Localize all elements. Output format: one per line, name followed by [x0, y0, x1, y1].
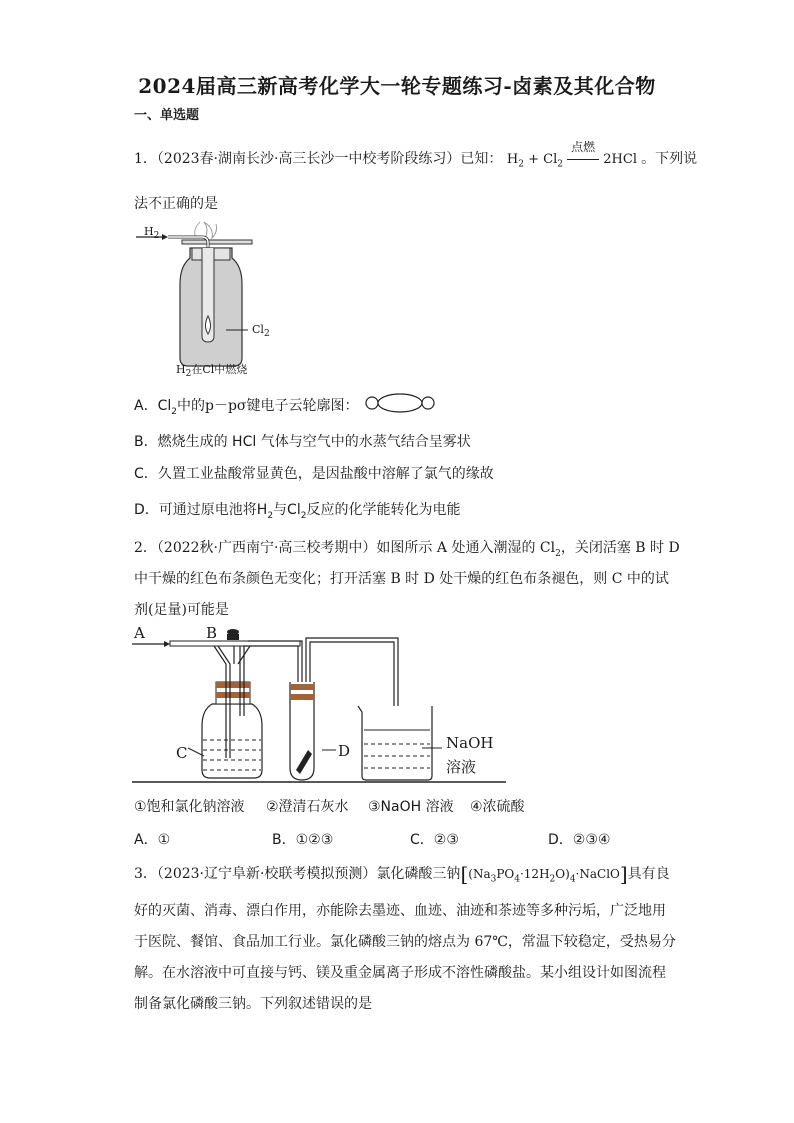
- q1-option-a-suffix: 键电子云轮廓图：: [246, 398, 359, 414]
- q2-reagent-4: ④浓硫酸: [470, 799, 525, 815]
- q1-stem-line1: [134, 140, 698, 170]
- q1-label-cl2-text: Cl: [252, 323, 264, 336]
- q1-figure-h2-burning-in-cl2: [134, 218, 264, 380]
- q3-formula: $[(Na_3PO_4\cdot 12H_2O)_4\cdot NaClO]$: [460, 862, 628, 886]
- q2-reagent-2: ②澄清石灰水: [266, 799, 349, 815]
- q2-line1-suffix: ，关闭活塞 B 时 D: [560, 540, 680, 556]
- q2-reagent-1: ①饱和氯化钠溶液: [134, 799, 245, 815]
- q2-label-c: C: [176, 744, 188, 762]
- q1-eq-condition: 点燃: [571, 140, 596, 154]
- q1-figure-label-cl2: $Cl_2$: [252, 323, 270, 340]
- q3-formula-na: Na: [472, 867, 491, 881]
- q1-eq-arrow: [567, 140, 599, 167]
- q1-option-d-mid: 与: [273, 502, 288, 518]
- q1-option-c: C．久置工业盐酸常显黄色，是因盐酸中溶解了氯气的缘故: [134, 466, 494, 482]
- q1-option-a: A．$Cl_2$中的p－pσ键电子云轮廓图：: [134, 398, 359, 417]
- q2-option-d: D．②③④: [548, 832, 611, 848]
- q1-equation: $H_2 + Cl_2$ 点燃 2HCl: [506, 140, 637, 170]
- q2-label-solution: 溶液: [446, 758, 477, 776]
- q1-electron-cloud-diagram: [364, 392, 436, 414]
- q3-formula-o: O): [555, 867, 570, 881]
- q2-line1-prefix: 2．（2022秋·广西南宁·高三校考期中）如图所示 A 处通入潮湿的 Cl: [134, 540, 556, 556]
- q3-stem-line3: 于医院、餐馆、食品加工行业。氯化磷酸三钠的熔点为 67℃，常温下较稳定，受热易分: [134, 934, 676, 950]
- q2-stem-line2: 中干燥的红色布条颜色无变化；打开活塞 B 时 D 处干燥的红色布条褪色，则 C 中的试: [134, 571, 669, 587]
- q1-option-b: B．燃烧生成的 HCl 气体与空气中的水蒸气结合呈雾状: [134, 434, 471, 450]
- q1-stem-prefix: 1．（2023春·湖南长沙·高三长沙一中校考阶段练习）已知：: [134, 151, 503, 167]
- q3-stem-line1: [134, 862, 670, 886]
- q1-figure-label-h2: $H_2$: [144, 225, 160, 242]
- q1-option-a-bond: p－pσ: [204, 398, 247, 414]
- q3-stem-line4: 解。在水溶液中可直接与钙、镁及重金属离子形成不溶性磷酸盐。某小组设计如图流程: [134, 965, 666, 981]
- q2-label-a: A: [134, 624, 145, 642]
- q1-option-a-mid: 中的: [176, 398, 205, 414]
- section-heading: 一、单选题: [134, 108, 200, 123]
- page-title: 2024届高三新高考化学大一轮专题练习-卤素及其化合物: [138, 74, 656, 98]
- q1-option-d-prefix: D．可通过原电池将: [134, 502, 257, 518]
- q1-caption-text: 在Cl中燃烧: [191, 363, 248, 376]
- q2-reagent-3: ③NaOH 溶液: [368, 799, 454, 815]
- q1-label-h2-text: H: [144, 225, 154, 238]
- q3-stem-line5: 制备氯化磷酸三钠。下列叙述错误的是: [134, 996, 372, 1012]
- q1-eq-cl: Cl: [543, 152, 558, 167]
- q2-stem-line3: 剂(足量)可能是: [134, 602, 229, 618]
- q2-option-b: B．①②③: [272, 832, 334, 848]
- q1-eq-h: H: [506, 152, 519, 167]
- q1-stem-suffix: 。下列说: [641, 151, 698, 167]
- q1-stem-line2: 法不正确的是: [134, 196, 218, 212]
- q3-stem-line2: 好的灭菌、消毒、漂白作用，亦能除去墨迹、血迹、油迹和茶迹等多种污垢，广泛地用: [134, 903, 666, 919]
- q1-option-a-prefix: A．: [134, 398, 158, 414]
- q3-line1-suffix: 具有良: [627, 866, 670, 882]
- q1-option-d: D．可通过原电池将$H_2$与$Cl_2$反应的化学能转化为电能: [134, 502, 461, 521]
- q3-formula-h2o: ·12H: [519, 867, 550, 881]
- q2-label-d: D: [338, 742, 351, 760]
- q1-option-d-suffix: 反应的化学能转化为电能: [306, 502, 461, 518]
- q2-stem-line1: 2．（2022秋·广西南宁·高三校考期中）如图所示 A 处通入潮湿的 $Cl_2$，关闭活塞 B 时 D: [134, 540, 680, 559]
- q3-formula-naclo: ·NaClO: [575, 867, 620, 881]
- q1-figure-caption: $H_2$在Cl中燃烧: [176, 363, 248, 380]
- q2-label-naoh: NaOH: [446, 734, 494, 752]
- q3-line1-prefix: 3．（2023·辽宁阜新·校联考模拟预测）氯化磷酸三钠: [134, 866, 461, 882]
- q2-option-c: C．②③: [410, 832, 459, 848]
- q2-label-b: B: [206, 624, 218, 642]
- q2-option-a: A．①: [134, 832, 171, 848]
- q1-eq-product: 2HCl: [603, 152, 637, 167]
- q3-formula-po: PO: [496, 867, 515, 881]
